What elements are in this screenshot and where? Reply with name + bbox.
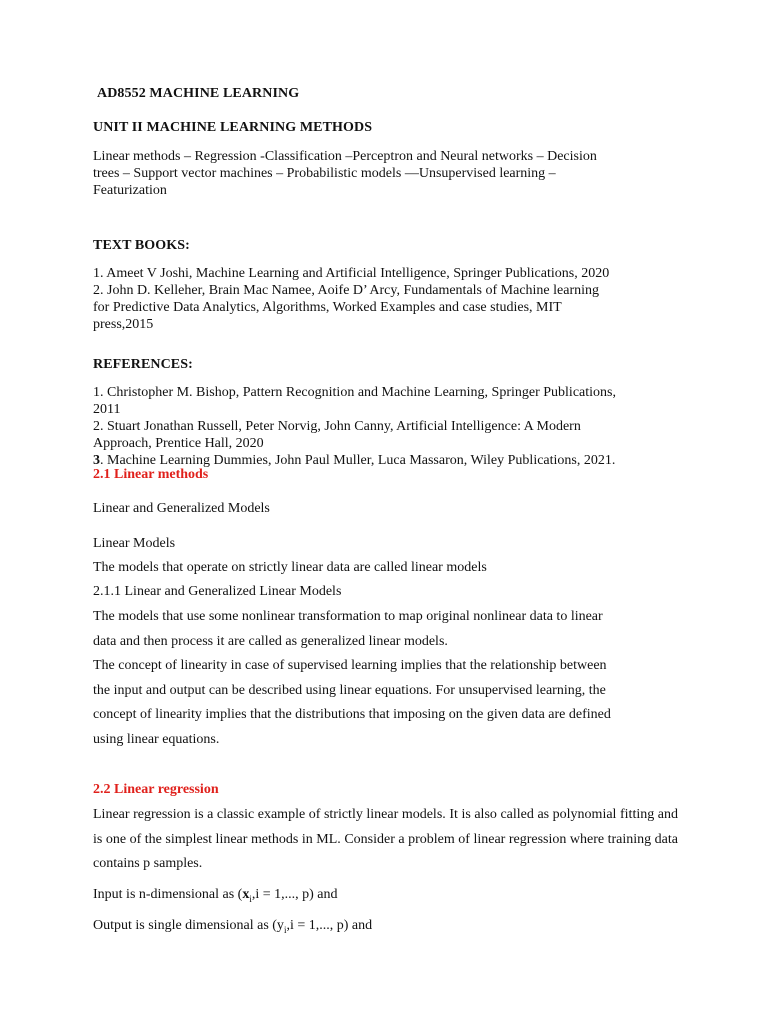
input-prefix: Input is n-dimensional as ( <box>93 887 243 902</box>
subsection-heading-2-1-1: 2.1.1 Linear and Generalized Linear Models <box>93 584 342 599</box>
section-heading-2-2: 2.2 Linear regression <box>93 782 219 797</box>
reference-line: 2. Stuart Jonathan Russell, Peter Norvig, John Canny, Artificial Intelligence: A Modern <box>93 419 581 434</box>
input-description <box>93 887 678 904</box>
linearity-paragraph <box>93 654 678 752</box>
syllabus-line: trees – Support vector machines – Probabilistic models —Unsupervised learning – <box>93 166 556 181</box>
glm-line: The models that use some nonlinear transformation to map original nonlinear data to linear <box>93 609 603 624</box>
references-heading: REFERENCES: <box>93 357 193 372</box>
regression-paragraph: Linear regression is a classic example of strictly linear models. It is also called as polynomial fitting and is one of the simplest linear methods in ML. Consider a problem of linear regression where training data contains p samples. <box>93 807 678 871</box>
input-subscript: i <box>249 893 252 904</box>
textbook-line: for Predictive Data Analytics, Algorithms, Worked Examples and case studies, MIT <box>93 300 562 315</box>
syllabus-paragraph <box>93 148 678 199</box>
unit-title: UNIT II MACHINE LEARNING METHODS <box>93 120 373 135</box>
textbook-line: 2. John D. Kelleher, Brain Mac Namee, Aoife D’ Arcy, Fundamentals of Machine learning <box>93 283 600 298</box>
glm-line: data and then process it are called as generalized linear models. <box>93 633 448 649</box>
linear-models-heading: Linear Models <box>93 536 176 551</box>
output-subscript: i <box>283 924 287 935</box>
glm-paragraph <box>93 605 678 654</box>
linearity-line: The concept of linearity in case of supervised learning implies that the relationship between <box>93 658 607 673</box>
input-variable: x <box>242 887 250 902</box>
linear-generalized-models-label: Linear and Generalized Models <box>93 501 270 516</box>
linearity-line: the input and output can be described using linear equations. For unsupervised learning, the <box>93 682 606 698</box>
textbook-line: press,2015 <box>93 317 154 332</box>
course-title: AD8552 MACHINE LEARNING <box>97 86 300 101</box>
reference-line: 1. Christopher M. Bishop, Pattern Recognition and Machine Learning, Springer Publications, <box>93 385 616 400</box>
output-prefix: Output is single dimensional as (y <box>93 918 284 933</box>
output-suffix: ,i = 1,..., p) and <box>286 918 373 933</box>
reference-line: 2011 <box>93 402 121 417</box>
textbook-line: 1. Ameet V Joshi, Machine Learning and Artificial Intelligence, Springer Publications, 2020 <box>93 266 610 281</box>
reference-3-text: . Machine Learning Dummies, John Paul Muller, Luca Massaron, Wiley Publications, 2021. <box>100 453 616 468</box>
linearity-line: concept of linearity implies that the distributions that imposing on the given data are defined <box>93 707 611 722</box>
output-description <box>93 918 678 935</box>
references-list <box>93 384 678 469</box>
linear-models-definition: The models that operate on strictly linear data are called linear models <box>93 560 487 575</box>
input-suffix: ,i = 1,..., p) and <box>251 887 338 902</box>
syllabus-line: Featurization <box>93 183 167 198</box>
textbooks-heading: TEXT BOOKS: <box>93 238 190 253</box>
reference-line: Approach, Prentice Hall, 2020 <box>93 436 264 451</box>
reference-3-number: 3 <box>93 453 100 468</box>
syllabus-line: Linear methods – Regression -Classification –Perceptron and Neural networks – Decision <box>93 149 597 164</box>
section-heading-2-1: 2.1 Linear methods <box>93 467 209 482</box>
linearity-line: using linear equations. <box>93 731 220 747</box>
textbooks-list <box>93 265 678 333</box>
